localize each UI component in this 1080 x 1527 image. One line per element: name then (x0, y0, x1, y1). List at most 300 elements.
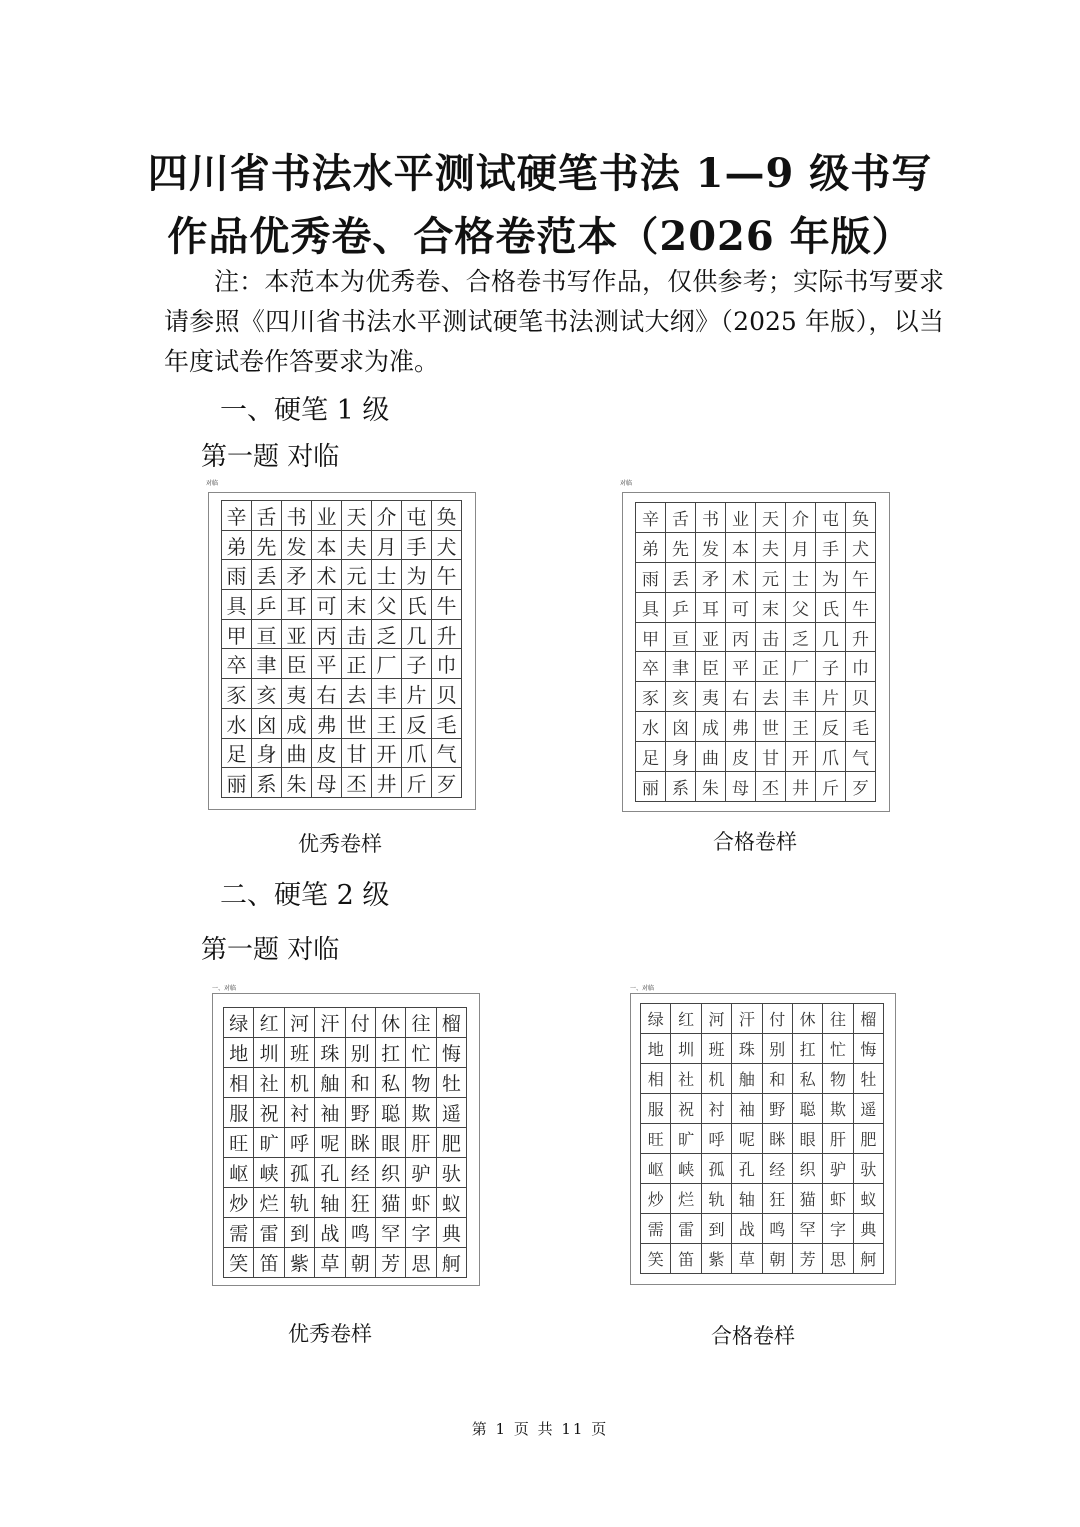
grid-cell: 和 (346, 1068, 376, 1098)
grid-cell: 牛 (846, 593, 876, 623)
grid-cell: 丰 (372, 679, 402, 709)
grid-cell: 夫 (756, 533, 786, 563)
grid-cell: 字 (823, 1214, 853, 1244)
grid-cell: 舌 (666, 503, 696, 533)
grid-cell: 朝 (346, 1248, 376, 1278)
grid-cell: 士 (786, 563, 816, 593)
section-2-question: 第一题 对临 (201, 935, 340, 965)
grid-cell: 去 (342, 679, 372, 709)
grid-cell: 芳 (793, 1244, 823, 1274)
grid-cell: 斤 (402, 768, 432, 798)
grid-cell: 豕 (222, 679, 252, 709)
grid-cell: 笑 (641, 1244, 671, 1274)
grid-cell: 蚁 (854, 1184, 884, 1214)
grid-cell: 红 (254, 1008, 284, 1038)
grid-cell: 服 (641, 1094, 671, 1124)
grid-cell: 为 (816, 563, 846, 593)
grid-cell: 圳 (671, 1034, 701, 1064)
grid-cell: 本 (726, 533, 756, 563)
grid-cell: 月 (372, 531, 402, 561)
grid-cell: 祝 (254, 1098, 284, 1128)
grid-cell: 付 (763, 1004, 793, 1034)
grid-cell: 珠 (732, 1034, 762, 1064)
grid-cell: 悔 (854, 1034, 884, 1064)
grid-cell: 雨 (222, 560, 252, 590)
grid-cell: 聿 (252, 649, 282, 679)
grid-cell: 身 (252, 739, 282, 769)
character-grid (640, 1003, 884, 1274)
grid-cell: 介 (372, 501, 402, 531)
grid-cell: 经 (346, 1158, 376, 1188)
grid-cell: 舳 (732, 1064, 762, 1094)
grid-cell: 厂 (372, 649, 402, 679)
sheet-level1-excellent (206, 478, 476, 811)
grid-cell: 炒 (224, 1188, 254, 1218)
grid-cell: 耳 (282, 590, 312, 620)
grid-cell: 士 (372, 560, 402, 590)
grid-cell: 罕 (793, 1214, 823, 1244)
grid-cell: 猫 (376, 1188, 406, 1218)
grid-cell: 辛 (636, 503, 666, 533)
grid-cell: 甘 (342, 739, 372, 769)
grid-cell: 介 (786, 503, 816, 533)
grid-cell: 矛 (282, 560, 312, 590)
grid-cell: 末 (756, 593, 786, 623)
grid-cell: 呼 (702, 1124, 732, 1154)
sheet-level2-pass (630, 983, 896, 1286)
grid-cell: 井 (372, 768, 402, 798)
grid-cell: 地 (641, 1034, 671, 1064)
grid-cell: 手 (816, 533, 846, 563)
grid-cell: 几 (816, 623, 846, 653)
grid-cell: 去 (756, 682, 786, 712)
grid-cell: 术 (312, 560, 342, 590)
grid-cell: 草 (732, 1244, 762, 1274)
grid-cell: 岖 (224, 1158, 254, 1188)
grid-cell: 世 (756, 712, 786, 742)
grid-cell: 几 (402, 620, 432, 650)
character-grid (221, 500, 462, 798)
grid-cell: 袖 (732, 1094, 762, 1124)
grid-cell: 相 (224, 1068, 254, 1098)
grid-cell: 犬 (846, 533, 876, 563)
sheet-label: 对临 (206, 480, 219, 487)
grid-cell: 聪 (793, 1094, 823, 1124)
grid-cell: 成 (696, 712, 726, 742)
grid-cell: 狂 (763, 1184, 793, 1214)
grid-cell: 绿 (224, 1008, 254, 1038)
grid-cell: 扛 (376, 1038, 406, 1068)
grid-cell: 丕 (756, 772, 786, 802)
grid-cell: 别 (346, 1038, 376, 1068)
grid-cell: 系 (666, 772, 696, 802)
grid-cell: 反 (402, 709, 432, 739)
grid-cell: 乒 (666, 593, 696, 623)
grid-cell: 歹 (432, 768, 462, 798)
grid-cell: 草 (315, 1248, 345, 1278)
grid-cell: 紫 (702, 1244, 732, 1274)
grid-cell: 可 (312, 590, 342, 620)
grid-cell: 织 (793, 1154, 823, 1184)
grid-cell: 遥 (437, 1098, 467, 1128)
grid-cell: 右 (312, 679, 342, 709)
grid-cell: 曲 (696, 742, 726, 772)
grid-cell: 乒 (252, 590, 282, 620)
grid-cell: 往 (823, 1004, 853, 1034)
grid-cell: 正 (342, 649, 372, 679)
grid-cell: 紫 (285, 1248, 315, 1278)
grid-cell: 休 (793, 1004, 823, 1034)
grid-cell: 鸣 (346, 1218, 376, 1248)
grid-cell: 贝 (846, 682, 876, 712)
grid-cell: 牡 (437, 1068, 467, 1098)
grid-cell: 袖 (315, 1098, 345, 1128)
grid-cell: 孔 (732, 1154, 762, 1184)
character-grid (223, 1007, 467, 1278)
grid-cell: 私 (793, 1064, 823, 1094)
grid-cell: 甲 (636, 623, 666, 653)
grid-cell: 击 (756, 623, 786, 653)
grid-cell: 元 (756, 563, 786, 593)
grid-cell: 旺 (641, 1124, 671, 1154)
grid-cell: 衬 (702, 1094, 732, 1124)
grid-cell: 雷 (671, 1214, 701, 1244)
grid-cell: 别 (763, 1034, 793, 1064)
grid-cell: 术 (726, 563, 756, 593)
grid-cell: 弟 (222, 531, 252, 561)
grid-cell: 班 (285, 1038, 315, 1068)
grid-cell: 亘 (666, 623, 696, 653)
grid-cell: 足 (636, 742, 666, 772)
grid-cell: 野 (346, 1098, 376, 1128)
page-footer: 第 1 页 共 11 页 (471, 1420, 609, 1438)
grid-cell: 手 (402, 531, 432, 561)
grid-cell: 丢 (666, 563, 696, 593)
grid-cell: 机 (702, 1064, 732, 1094)
grid-cell: 发 (696, 533, 726, 563)
grid-cell: 具 (636, 593, 666, 623)
grid-cell: 片 (816, 682, 846, 712)
grid-cell: 社 (254, 1068, 284, 1098)
grid-cell: 厂 (786, 652, 816, 682)
grid-cell: 牛 (432, 590, 462, 620)
grid-cell: 笛 (671, 1244, 701, 1274)
grid-cell: 母 (312, 768, 342, 798)
grid-cell: 平 (726, 652, 756, 682)
grid-cell: 天 (756, 503, 786, 533)
grid-cell: 片 (402, 679, 432, 709)
grid-cell: 子 (816, 652, 846, 682)
grid-cell: 轨 (285, 1188, 315, 1218)
grid-cell: 亘 (252, 620, 282, 650)
grid-cell: 旷 (254, 1128, 284, 1158)
grid-cell: 丽 (636, 772, 666, 802)
grid-cell: 轨 (702, 1184, 732, 1214)
grid-cell: 歹 (846, 772, 876, 802)
grid-cell: 休 (376, 1008, 406, 1038)
grid-cell: 书 (696, 503, 726, 533)
grid-cell: 子 (402, 649, 432, 679)
grid-cell: 典 (437, 1218, 467, 1248)
grid-cell: 驮 (854, 1154, 884, 1184)
grid-cell: 弗 (312, 709, 342, 739)
grid-cell: 峡 (254, 1158, 284, 1188)
document-title-line-2: 作品优秀卷、合格卷范本（2026 年版） (167, 213, 913, 260)
grid-cell: 狂 (346, 1188, 376, 1218)
grid-cell: 月 (786, 533, 816, 563)
section-1-heading: 一、硬笔 1 级 (220, 395, 390, 426)
grid-cell: 右 (726, 682, 756, 712)
grid-cell: 弗 (726, 712, 756, 742)
grid-cell: 欺 (823, 1094, 853, 1124)
grid-cell: 孤 (702, 1154, 732, 1184)
grid-cell: 服 (224, 1098, 254, 1128)
grid-cell: 榴 (437, 1008, 467, 1038)
grid-cell: 夷 (282, 679, 312, 709)
note-paragraph: 注：本范本为优秀卷、合格卷书写作品，仅供参考；实际书写要求请参照《四川省书法水平测试硬笔书法测试大纲》（2025 年版），以当年度试卷作答要求为准。 (164, 267, 944, 376)
grid-cell: 井 (786, 772, 816, 802)
grid-cell: 亥 (252, 679, 282, 709)
grid-cell: 呢 (315, 1128, 345, 1158)
section-2-heading: 二、硬笔 2 级 (220, 880, 390, 911)
grid-cell: 红 (671, 1004, 701, 1034)
grid-cell: 汗 (732, 1004, 762, 1034)
grid-cell: 笑 (224, 1248, 254, 1278)
grid-cell: 驴 (406, 1158, 436, 1188)
grid-cell: 旺 (224, 1128, 254, 1158)
grid-cell: 肥 (437, 1128, 467, 1158)
grid-cell: 孤 (285, 1158, 315, 1188)
grid-cell: 聿 (666, 652, 696, 682)
grid-cell: 榴 (854, 1004, 884, 1034)
grid-cell: 朱 (282, 768, 312, 798)
grid-cell: 雨 (636, 563, 666, 593)
grid-cell: 野 (763, 1094, 793, 1124)
grid-cell: 雷 (254, 1218, 284, 1248)
grid-cell: 曲 (282, 739, 312, 769)
grid-cell: 战 (732, 1214, 762, 1244)
grid-cell: 朝 (763, 1244, 793, 1274)
grid-cell: 丢 (252, 560, 282, 590)
grid-cell: 乏 (786, 623, 816, 653)
document-title-line-1: 四川省书法水平测试硬笔书法 1—9 级书写 (147, 150, 933, 197)
grid-cell: 囟 (666, 712, 696, 742)
grid-cell: 丕 (342, 768, 372, 798)
grid-cell: 身 (666, 742, 696, 772)
grid-cell: 思 (406, 1248, 436, 1278)
grid-cell: 巾 (846, 652, 876, 682)
grid-cell: 屯 (816, 503, 846, 533)
grid-cell: 肝 (823, 1124, 853, 1154)
grid-cell: 舳 (315, 1068, 345, 1098)
grid-cell: 忙 (823, 1034, 853, 1064)
grid-cell: 字 (406, 1218, 436, 1248)
grid-cell: 肝 (406, 1128, 436, 1158)
grid-cell: 蚁 (437, 1188, 467, 1218)
grid-cell: 经 (763, 1154, 793, 1184)
grid-cell: 世 (342, 709, 372, 739)
grid-cell: 元 (342, 560, 372, 590)
grid-cell: 气 (846, 742, 876, 772)
grid-cell: 牡 (854, 1064, 884, 1094)
grid-cell: 臣 (696, 652, 726, 682)
grid-cell: 矛 (696, 563, 726, 593)
grid-cell: 具 (222, 590, 252, 620)
caption-pass-2: 合格卷样 (711, 1324, 795, 1348)
grid-cell: 孔 (315, 1158, 345, 1188)
sheet-level1-pass (620, 478, 890, 811)
grid-cell: 书 (282, 501, 312, 531)
grid-cell: 爪 (402, 739, 432, 769)
grid-cell: 本 (312, 531, 342, 561)
grid-cell: 业 (312, 501, 342, 531)
grid-cell: 业 (726, 503, 756, 533)
grid-cell: 甘 (756, 742, 786, 772)
grid-cell: 朱 (696, 772, 726, 802)
grid-cell: 开 (786, 742, 816, 772)
grid-cell: 升 (846, 623, 876, 653)
grid-cell: 奂 (432, 501, 462, 531)
grid-cell: 驴 (823, 1154, 853, 1184)
sheet-label: 一、对临 (212, 985, 237, 992)
caption-excellent-1: 优秀卷样 (298, 832, 382, 856)
grid-cell: 贝 (432, 679, 462, 709)
grid-cell: 爪 (816, 742, 846, 772)
grid-cell: 可 (726, 593, 756, 623)
grid-cell: 成 (282, 709, 312, 739)
grid-cell: 丙 (312, 620, 342, 650)
grid-cell: 欺 (406, 1098, 436, 1128)
grid-cell: 芳 (376, 1248, 406, 1278)
grid-cell: 击 (342, 620, 372, 650)
grid-cell: 亥 (666, 682, 696, 712)
grid-cell: 系 (252, 768, 282, 798)
grid-cell: 父 (372, 590, 402, 620)
grid-cell: 豕 (636, 682, 666, 712)
grid-cell: 先 (252, 531, 282, 561)
grid-cell: 王 (372, 709, 402, 739)
grid-cell: 毛 (846, 712, 876, 742)
grid-cell: 炒 (641, 1184, 671, 1214)
grid-cell: 升 (432, 620, 462, 650)
grid-cell: 猫 (793, 1184, 823, 1214)
grid-cell: 织 (376, 1158, 406, 1188)
grid-cell: 乏 (372, 620, 402, 650)
grid-cell: 氏 (816, 593, 846, 623)
grid-cell: 罕 (376, 1218, 406, 1248)
grid-cell: 午 (846, 563, 876, 593)
grid-cell: 亚 (282, 620, 312, 650)
grid-cell: 末 (342, 590, 372, 620)
grid-cell: 舌 (252, 501, 282, 531)
grid-cell: 圳 (254, 1038, 284, 1068)
grid-cell: 母 (726, 772, 756, 802)
grid-cell: 水 (636, 712, 666, 742)
grid-cell: 夫 (342, 531, 372, 561)
grid-cell: 峡 (671, 1154, 701, 1184)
grid-cell: 河 (285, 1008, 315, 1038)
grid-cell: 亚 (696, 623, 726, 653)
grid-cell: 夷 (696, 682, 726, 712)
grid-cell: 物 (823, 1064, 853, 1094)
grid-cell: 物 (406, 1068, 436, 1098)
grid-cell: 机 (285, 1068, 315, 1098)
grid-cell: 地 (224, 1038, 254, 1068)
grid-cell: 聪 (376, 1098, 406, 1128)
grid-cell: 屯 (402, 501, 432, 531)
grid-cell: 囟 (252, 709, 282, 739)
grid-cell: 斤 (816, 772, 846, 802)
grid-cell: 扛 (793, 1034, 823, 1064)
grid-cell: 午 (432, 560, 462, 590)
grid-cell: 驮 (437, 1158, 467, 1188)
sheet-level2-excellent (212, 983, 480, 1286)
grid-cell: 祝 (671, 1094, 701, 1124)
grid-cell: 天 (342, 501, 372, 531)
grid-cell: 肥 (854, 1124, 884, 1154)
grid-cell: 和 (763, 1064, 793, 1094)
grid-cell: 虾 (406, 1188, 436, 1218)
grid-cell: 眼 (793, 1124, 823, 1154)
grid-cell: 班 (702, 1034, 732, 1064)
grid-cell: 舸 (437, 1248, 467, 1278)
grid-cell: 到 (702, 1214, 732, 1244)
grid-cell: 弟 (636, 533, 666, 563)
grid-cell: 父 (786, 593, 816, 623)
grid-cell: 水 (222, 709, 252, 739)
grid-cell: 毛 (432, 709, 462, 739)
grid-cell: 为 (402, 560, 432, 590)
grid-cell: 绿 (641, 1004, 671, 1034)
grid-cell: 付 (346, 1008, 376, 1038)
grid-cell: 皮 (312, 739, 342, 769)
grid-cell: 相 (641, 1064, 671, 1094)
grid-cell: 眯 (763, 1124, 793, 1154)
grid-cell: 战 (315, 1218, 345, 1248)
character-grid (635, 502, 876, 802)
grid-cell: 先 (666, 533, 696, 563)
grid-cell: 忙 (406, 1038, 436, 1068)
grid-cell: 眼 (376, 1128, 406, 1158)
grid-cell: 悔 (437, 1038, 467, 1068)
grid-cell: 衬 (285, 1098, 315, 1128)
grid-cell: 旷 (671, 1124, 701, 1154)
grid-cell: 呢 (732, 1124, 762, 1154)
grid-cell: 往 (406, 1008, 436, 1038)
grid-cell: 到 (285, 1218, 315, 1248)
grid-cell: 甲 (222, 620, 252, 650)
grid-cell: 烂 (254, 1188, 284, 1218)
grid-cell: 丙 (726, 623, 756, 653)
grid-cell: 正 (756, 652, 786, 682)
sheet-label: 对临 (620, 480, 633, 487)
grid-cell: 岖 (641, 1154, 671, 1184)
grid-cell: 需 (641, 1214, 671, 1244)
grid-cell: 轴 (732, 1184, 762, 1214)
grid-cell: 反 (816, 712, 846, 742)
grid-cell: 鸣 (763, 1214, 793, 1244)
grid-cell: 需 (224, 1218, 254, 1248)
grid-cell: 气 (432, 739, 462, 769)
grid-cell: 遥 (854, 1094, 884, 1124)
grid-cell: 辛 (222, 501, 252, 531)
grid-cell: 臣 (282, 649, 312, 679)
grid-cell: 发 (282, 531, 312, 561)
grid-cell: 笛 (254, 1248, 284, 1278)
grid-cell: 轴 (315, 1188, 345, 1218)
grid-cell: 烂 (671, 1184, 701, 1214)
grid-cell: 平 (312, 649, 342, 679)
